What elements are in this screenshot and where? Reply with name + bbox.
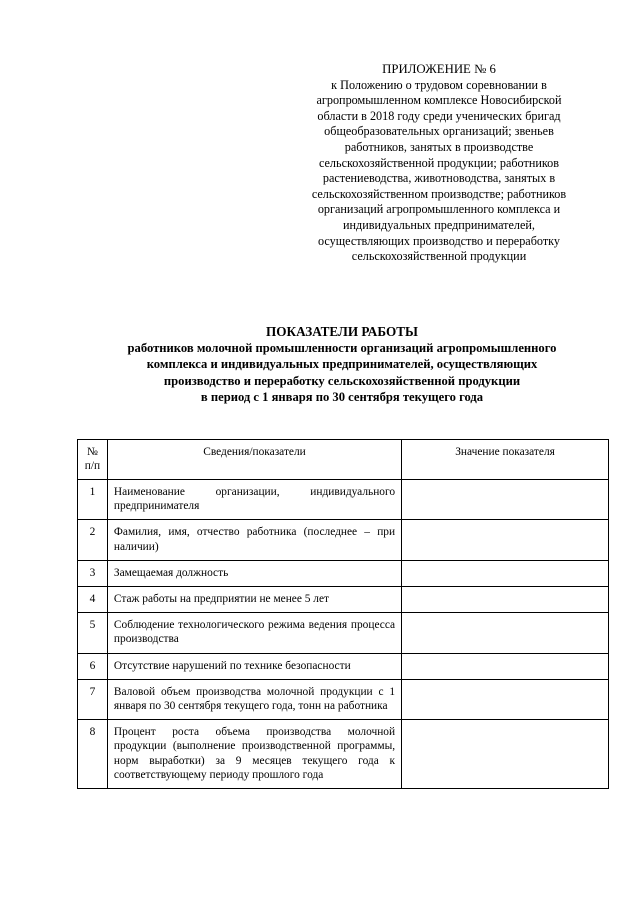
table-row [78, 613, 609, 653]
row-info: Стаж работы на предприятии не менее 5 лет [107, 587, 401, 613]
table-row [78, 560, 609, 586]
header-num: № п/п [78, 440, 108, 480]
row-value[interactable] [402, 560, 609, 586]
appendix-line: общеобразовательных организаций; звеньев [324, 124, 554, 139]
appendix-line: сельскохозяйственной продукции; работников [318, 155, 560, 170]
appendix-line: работников, занятых в производстве [344, 139, 534, 154]
row-value[interactable] [402, 520, 609, 560]
appendix-line: агропромышленном комплексе Новосибирской [316, 93, 562, 108]
row-info: Отсутствие нарушений по технике безопасности [107, 653, 401, 679]
table-row [78, 587, 609, 613]
appendix-line: сельскохозяйственном производстве; работников [311, 186, 567, 201]
row-value[interactable] [402, 720, 609, 789]
heading-subtitle-line: производство и переработку сельскохозяйственной продукции [163, 373, 521, 388]
row-info: Процент роста объема производства молочной продукции (выполнение производственной программы, норм выработки) за 9 месяцев текущего года к соответствующему периоду прошлого года [107, 720, 401, 789]
table-row [78, 653, 609, 679]
table-row [78, 480, 609, 520]
row-num: 4 [78, 587, 108, 613]
heading-subtitle-line: работников молочной промышленности организаций агропромышленного [127, 341, 557, 356]
row-info: Соблюдение технологического режима ведения процесса производства [107, 613, 401, 653]
header-value: Значение показателя [402, 440, 609, 480]
row-info: Валовой объем производства молочной продукции с 1 января по 30 сентября текущего года, тонн на работника [107, 679, 401, 719]
row-num: 2 [78, 520, 108, 560]
table-row [78, 720, 609, 789]
row-info: Наименование организации, индивидуального предпринимателя [107, 480, 401, 520]
appendix-title: ПРИЛОЖЕНИЕ № 6 [382, 62, 496, 76]
row-num: 3 [78, 560, 108, 586]
appendix-line: сельскохозяйственной продукции [351, 249, 527, 264]
row-value[interactable] [402, 480, 609, 520]
row-num: 7 [78, 679, 108, 719]
header-info: Сведения/показатели [107, 440, 401, 480]
table-row [78, 520, 609, 560]
row-info: Замещаемая должность [107, 560, 401, 586]
row-num: 1 [78, 480, 108, 520]
row-value[interactable] [402, 587, 609, 613]
row-value[interactable] [402, 653, 609, 679]
appendix-line: индивидуальных предпринимателей, [343, 217, 535, 232]
row-num: 8 [78, 720, 108, 789]
indicators-table [77, 439, 609, 789]
appendix-line: осуществляющих производство и переработку [317, 233, 561, 248]
row-info: Фамилия, имя, отчество работника (последнее – при наличии) [107, 520, 401, 560]
appendix-line: области в 2018 году среди ученических бригад [317, 108, 561, 123]
document-heading [40, 324, 640, 405]
appendix-line: организаций агропромышленного комплекса и [317, 202, 561, 217]
page-title: ПОКАЗАТЕЛИ РАБОТЫ [266, 324, 418, 339]
heading-subtitle-line: комплекса и индивидуальных предпринимателей, осуществляющих [146, 357, 538, 372]
table-header-row [78, 440, 609, 480]
row-num: 5 [78, 613, 108, 653]
appendix-line: растениеводства, животноводства, занятых в [322, 171, 556, 186]
row-num: 6 [78, 653, 108, 679]
row-value[interactable] [402, 679, 609, 719]
heading-subtitle-line: в период с 1 января по 30 сентября текущего года [200, 389, 484, 404]
appendix-line: к Положению о трудовом соревновании в [331, 77, 547, 92]
table-row [78, 679, 609, 719]
row-value[interactable] [402, 613, 609, 653]
appendix-block [270, 62, 608, 265]
